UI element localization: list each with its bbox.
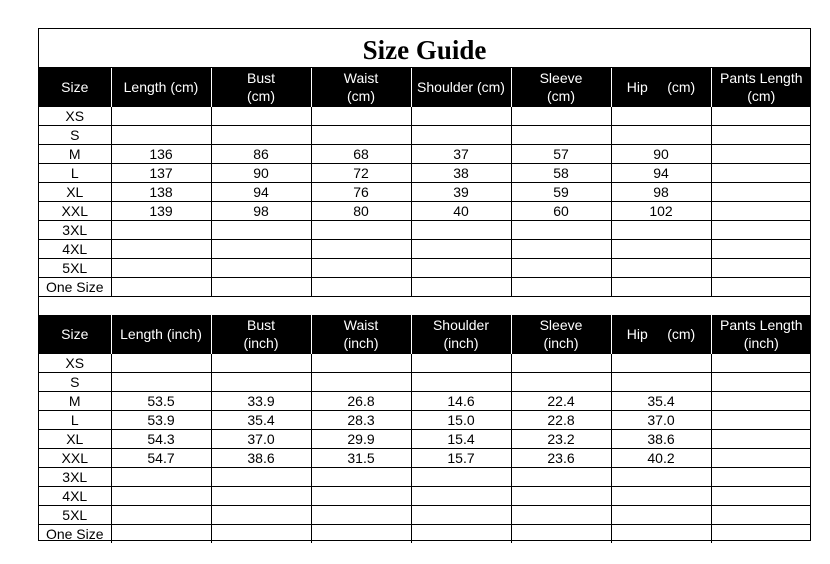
measurement-cell: 54.7 [111, 449, 211, 468]
measurement-cell [311, 107, 411, 126]
measurement-cell [611, 240, 711, 259]
measurement-cell [511, 107, 611, 126]
measurement-cell: 72 [311, 164, 411, 183]
measurement-cell [711, 202, 811, 221]
measurement-cell [711, 411, 811, 430]
table-row [39, 164, 811, 183]
table-row [39, 373, 811, 392]
measurement-cell: 76 [311, 183, 411, 202]
measurement-cell: 31.5 [311, 449, 411, 468]
measurement-cell: 23.6 [511, 449, 611, 468]
measurement-cell: 39 [411, 183, 511, 202]
column-header: Bust (cm) [211, 68, 311, 107]
measurement-cell [711, 278, 811, 297]
size-label-cell: L [39, 411, 111, 430]
measurement-cell [111, 259, 211, 278]
measurement-cell [511, 506, 611, 525]
measurement-cell: 22.4 [511, 392, 611, 411]
measurement-cell [711, 373, 811, 392]
size-label-cell: 3XL [39, 468, 111, 487]
table-row [39, 126, 811, 145]
measurement-cell: 15.7 [411, 449, 511, 468]
measurement-cell [211, 126, 311, 145]
table-row [39, 107, 811, 126]
measurement-cell: 33.9 [211, 392, 311, 411]
table-row [39, 392, 811, 411]
size-label-cell: 5XL [39, 506, 111, 525]
measurement-cell [711, 525, 811, 544]
measurement-cell [311, 259, 411, 278]
table-row [39, 183, 811, 202]
measurement-cell [311, 525, 411, 544]
measurement-cell [111, 126, 211, 145]
table-row [39, 240, 811, 259]
measurement-cell: 90 [611, 145, 711, 164]
measurement-cell [711, 126, 811, 145]
measurement-cell [311, 373, 411, 392]
table-row [39, 202, 811, 221]
table-row [39, 411, 811, 430]
measurement-cell [711, 487, 811, 506]
measurement-cell: 23.2 [511, 430, 611, 449]
measurement-cell [711, 240, 811, 259]
measurement-cell: 138 [111, 183, 211, 202]
measurement-cell: 137 [111, 164, 211, 183]
measurement-cell [511, 240, 611, 259]
measurement-cell [611, 278, 711, 297]
measurement-cell [711, 259, 811, 278]
measurement-cell [111, 278, 211, 297]
measurement-cell [311, 506, 411, 525]
measurement-cell [311, 354, 411, 373]
measurement-cell [311, 487, 411, 506]
table-row [39, 221, 811, 240]
table-row [39, 145, 811, 164]
size-guide-frame [38, 28, 811, 541]
measurement-cell [211, 240, 311, 259]
measurement-cell [111, 373, 211, 392]
measurement-cell [511, 354, 611, 373]
measurement-cell [311, 468, 411, 487]
measurement-cell [411, 354, 511, 373]
column-header: Hip (cm) [611, 315, 711, 354]
size-label-cell: XL [39, 430, 111, 449]
size-label-cell: XXL [39, 449, 111, 468]
measurement-cell [311, 278, 411, 297]
measurement-cell [111, 506, 211, 525]
measurement-cell: 90 [211, 164, 311, 183]
measurement-cell [611, 354, 711, 373]
measurement-cell [411, 240, 511, 259]
measurement-cell: 53.5 [111, 392, 211, 411]
measurement-cell: 68 [311, 145, 411, 164]
measurement-cell [711, 183, 811, 202]
size-label-cell: S [39, 373, 111, 392]
column-header: Waist (inch) [311, 315, 411, 354]
measurement-cell [111, 107, 211, 126]
measurement-cell [411, 506, 511, 525]
measurement-cell [711, 468, 811, 487]
column-header: Sleeve (cm) [511, 68, 611, 107]
measurement-cell [611, 525, 711, 544]
measurement-cell [611, 506, 711, 525]
measurement-cell: 15.0 [411, 411, 511, 430]
measurement-cell [611, 468, 711, 487]
measurement-cell [211, 354, 311, 373]
measurement-cell: 98 [611, 183, 711, 202]
measurement-cell [111, 354, 211, 373]
measurement-cell: 60 [511, 202, 611, 221]
size-label-cell: XS [39, 354, 111, 373]
table-row [39, 430, 811, 449]
measurement-cell: 26.8 [311, 392, 411, 411]
measurement-cell [711, 449, 811, 468]
measurement-cell: 53.9 [111, 411, 211, 430]
measurement-cell [511, 221, 611, 240]
measurement-cell [211, 107, 311, 126]
measurement-cell [411, 126, 511, 145]
measurement-cell [711, 221, 811, 240]
measurement-cell [611, 126, 711, 145]
measurement-cell: 35.4 [611, 392, 711, 411]
table-separator [39, 296, 810, 315]
measurement-cell [411, 259, 511, 278]
measurement-cell: 58 [511, 164, 611, 183]
measurement-cell [211, 506, 311, 525]
size-table-inch [39, 315, 811, 543]
measurement-cell [611, 107, 711, 126]
column-header: Bust (inch) [211, 315, 311, 354]
measurement-cell [311, 126, 411, 145]
measurement-cell [111, 487, 211, 506]
size-label-cell: 4XL [39, 487, 111, 506]
measurement-cell [211, 373, 311, 392]
measurement-cell [511, 278, 611, 297]
measurement-cell [511, 126, 611, 145]
size-label-cell: XS [39, 107, 111, 126]
size-label-cell: 4XL [39, 240, 111, 259]
column-header: Pants Length (inch) [711, 315, 811, 354]
measurement-cell [511, 468, 611, 487]
measurement-cell [211, 468, 311, 487]
measurement-cell [611, 487, 711, 506]
measurement-cell [111, 221, 211, 240]
measurement-cell [511, 259, 611, 278]
table-header-row [39, 315, 811, 354]
measurement-cell: 37 [411, 145, 511, 164]
measurement-cell: 28.3 [311, 411, 411, 430]
table-row [39, 354, 811, 373]
measurement-cell [211, 278, 311, 297]
column-header: Size [39, 315, 111, 354]
measurement-cell [211, 221, 311, 240]
measurement-cell [411, 107, 511, 126]
measurement-cell: 94 [211, 183, 311, 202]
size-label-cell: One Size [39, 278, 111, 297]
measurement-cell [611, 259, 711, 278]
measurement-cell [611, 373, 711, 392]
measurement-cell [411, 525, 511, 544]
measurement-cell [411, 468, 511, 487]
measurement-cell: 136 [111, 145, 211, 164]
measurement-cell [711, 107, 811, 126]
measurement-cell [111, 525, 211, 544]
table-row [39, 449, 811, 468]
measurement-cell [711, 145, 811, 164]
table-row [39, 525, 811, 544]
table-row [39, 468, 811, 487]
measurement-cell [411, 487, 511, 506]
measurement-cell [111, 240, 211, 259]
column-header: Shoulder (cm) [411, 68, 511, 107]
measurement-cell: 102 [611, 202, 711, 221]
measurement-cell [411, 373, 511, 392]
column-header: Hip (cm) [611, 68, 711, 107]
measurement-cell: 59 [511, 183, 611, 202]
measurement-cell [411, 278, 511, 297]
size-label-cell: One Size [39, 525, 111, 544]
size-label-cell: XL [39, 183, 111, 202]
size-label-cell: M [39, 392, 111, 411]
table-row [39, 259, 811, 278]
size-label-cell: 5XL [39, 259, 111, 278]
column-header: Length (cm) [111, 68, 211, 107]
measurement-cell: 86 [211, 145, 311, 164]
measurement-cell [311, 240, 411, 259]
page-title: Size Guide [39, 29, 810, 68]
size-label-cell: M [39, 145, 111, 164]
measurement-cell: 94 [611, 164, 711, 183]
measurement-cell: 22.8 [511, 411, 611, 430]
measurement-cell: 38 [411, 164, 511, 183]
measurement-cell [511, 525, 611, 544]
column-header: Size [39, 68, 111, 107]
measurement-cell [711, 354, 811, 373]
measurement-cell [711, 506, 811, 525]
size-label-cell: XXL [39, 202, 111, 221]
measurement-cell: 139 [111, 202, 211, 221]
measurement-cell: 54.3 [111, 430, 211, 449]
measurement-cell: 15.4 [411, 430, 511, 449]
table-row [39, 506, 811, 525]
measurement-cell: 37.0 [211, 430, 311, 449]
measurement-cell [711, 392, 811, 411]
measurement-cell: 40.2 [611, 449, 711, 468]
measurement-cell [311, 221, 411, 240]
size-label-cell: 3XL [39, 221, 111, 240]
measurement-cell: 57 [511, 145, 611, 164]
measurement-cell: 38.6 [611, 430, 711, 449]
column-header: Length (inch) [111, 315, 211, 354]
measurement-cell [511, 373, 611, 392]
measurement-cell [711, 164, 811, 183]
measurement-cell: 35.4 [211, 411, 311, 430]
table-row [39, 278, 811, 297]
measurement-cell [611, 221, 711, 240]
size-label-cell: L [39, 164, 111, 183]
measurement-cell: 37.0 [611, 411, 711, 430]
measurement-cell [211, 487, 311, 506]
size-table-cm [39, 68, 811, 296]
measurement-cell [411, 221, 511, 240]
measurement-cell: 38.6 [211, 449, 311, 468]
measurement-cell [211, 259, 311, 278]
measurement-cell: 98 [211, 202, 311, 221]
column-header: Sleeve (inch) [511, 315, 611, 354]
measurement-cell: 14.6 [411, 392, 511, 411]
column-header: Pants Length (cm) [711, 68, 811, 107]
measurement-cell: 29.9 [311, 430, 411, 449]
measurement-cell [711, 430, 811, 449]
table-header-row [39, 68, 811, 107]
measurement-cell: 40 [411, 202, 511, 221]
measurement-cell [211, 525, 311, 544]
measurement-cell: 80 [311, 202, 411, 221]
column-header: Waist (cm) [311, 68, 411, 107]
table-row [39, 487, 811, 506]
measurement-cell [511, 487, 611, 506]
column-header: Shoulder (inch) [411, 315, 511, 354]
size-label-cell: S [39, 126, 111, 145]
measurement-cell [111, 468, 211, 487]
